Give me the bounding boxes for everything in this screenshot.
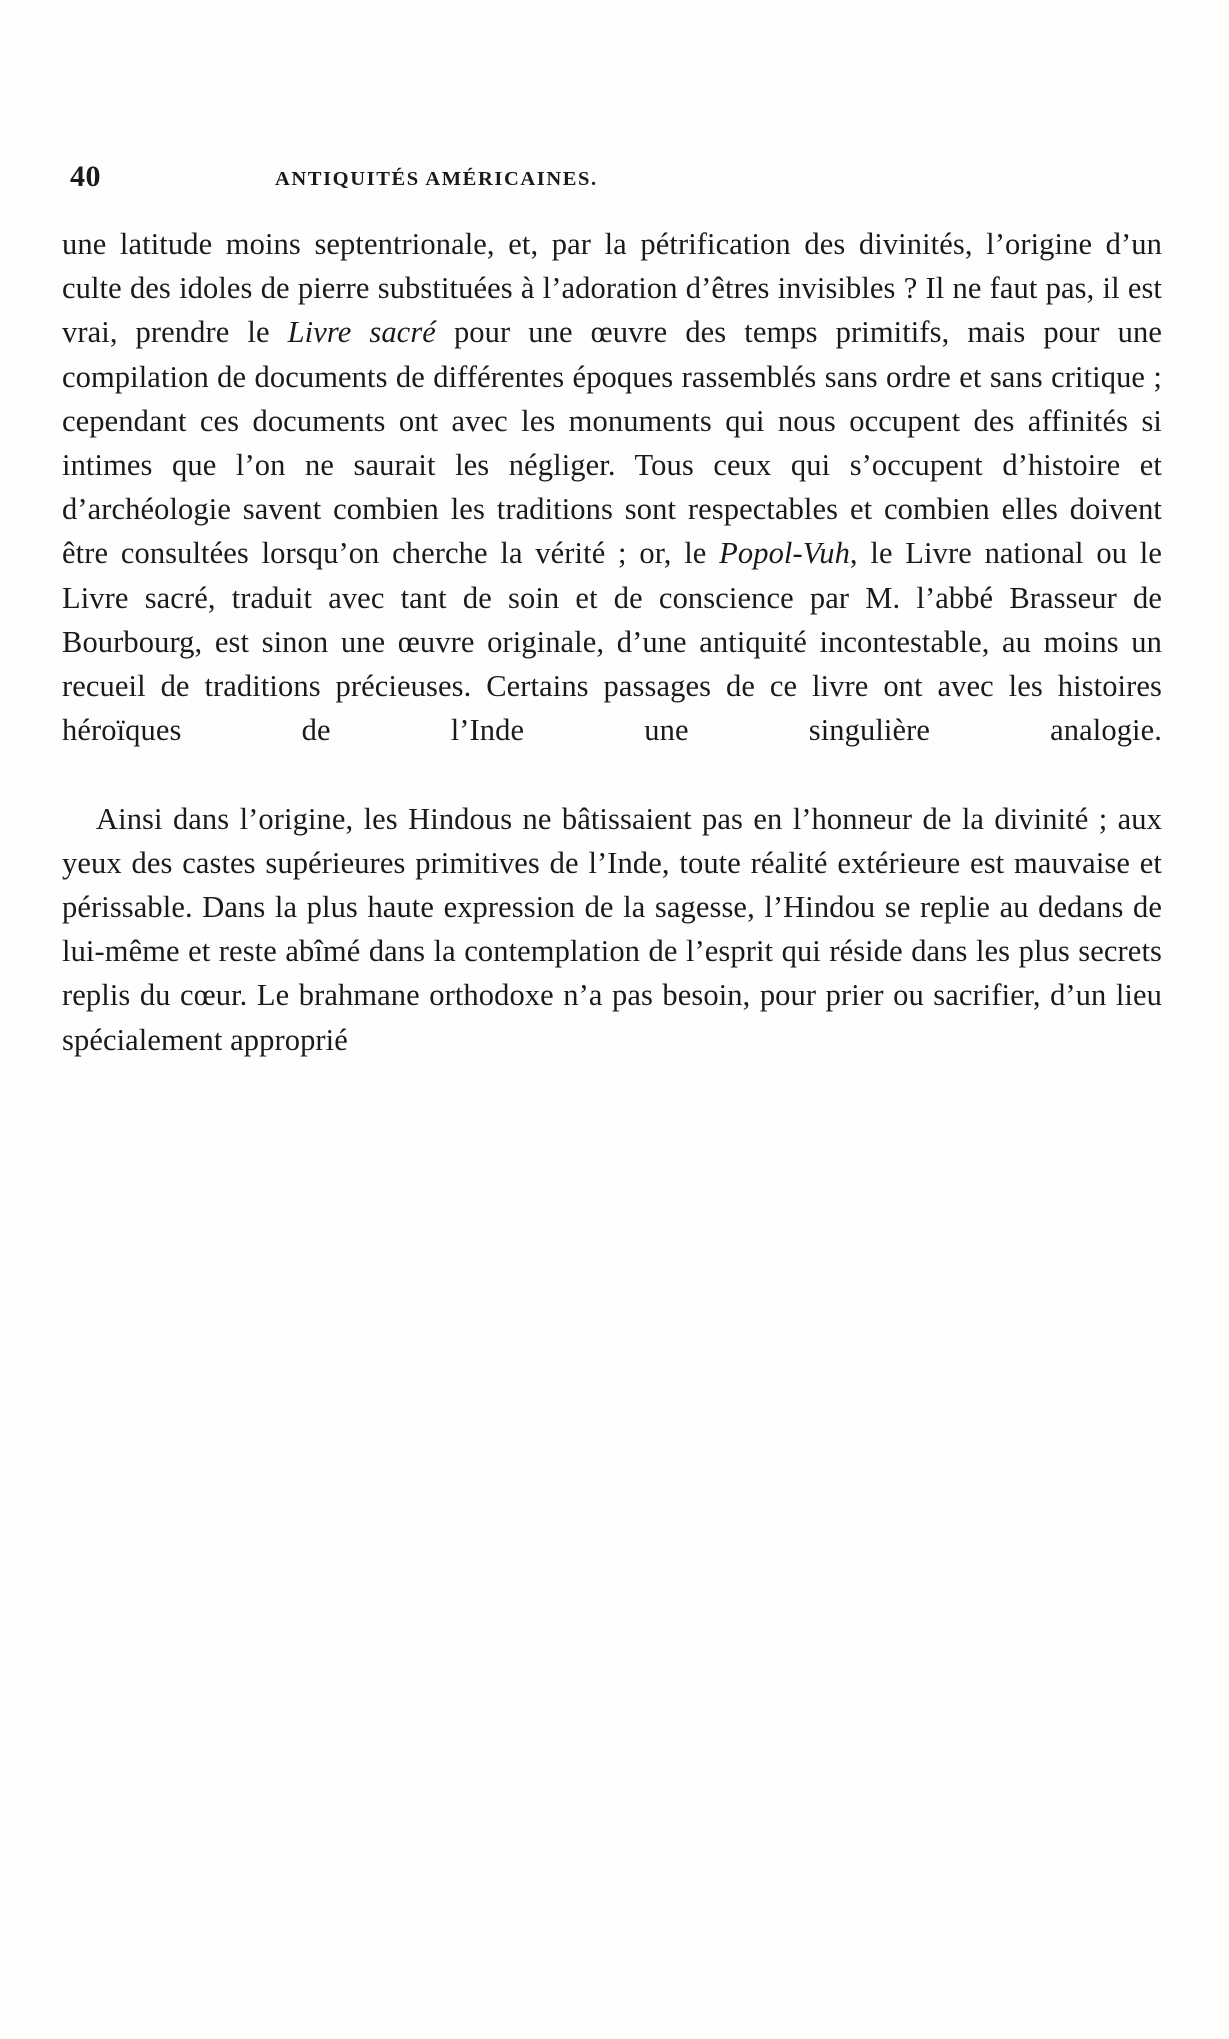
italic-title: Popol-Vuh <box>719 536 850 571</box>
paragraph <box>62 797 1162 1062</box>
text-run: Ainsi dans l’origine, les Hindous ne bâtissaient pas en l’honneur de la divinité ; aux yeux des castes supérieures primitives de l’Inde, toute réalité extérieure est mauvaise et périssable. Dans la plus haute expression de la sagesse, l’Hindou se replie au dedans de lui-même et reste abîmé dans la contemplation de l’esprit qui réside dans les plus secrets replis du cœur. Le brahmane orthodoxe n’a pas besoin, pour prier ou sacrifier, d’un lieu spécialement approprié <box>62 801 1162 1057</box>
page-number: 40 <box>70 160 101 193</box>
paragraph <box>62 222 1162 797</box>
text-run: une latitude moins septentrionale, et, par la pétrification des divinités, l’origine d’un culte des idoles de pierre substituées à l’adoration d’êtres invisibles ? Il ne faut pas, il est vrai, prendre le <box>62 227 1162 350</box>
text-run: pour une œuvre des temps primitifs, mais pour une compilation de documents de différentes époques rassemblés sans ordre et sans critique ; cependant ces documents ont avec les monuments qui nous occupent des affinités si intimes que l’on ne saurait les négliger. Tous ceux qui s’occupent d’histoire et d’archéologie savent combien les traditions sont respectables et combien elles doivent être consultées lorsqu’on cherche la vérité ; or, le <box>62 315 1162 571</box>
page-header <box>60 160 1170 200</box>
text-run: , le Livre national ou le Livre sacré, traduit avec tant de soin et de conscience par M. l’abbé Brasseur de Bourbourg, est sinon une œuvre originale, d’une antiquité incontestable, au moins un recueil de traditions précieuses. Certains passages de ce livre ont avec les histoires héroïques de l’Inde une singulière analogie. <box>62 536 1162 748</box>
italic-title: Livre sacré <box>287 315 436 350</box>
running-title: ANTIQUITÉS AMÉRICAINES. <box>275 168 598 190</box>
body-text <box>62 222 1162 1062</box>
